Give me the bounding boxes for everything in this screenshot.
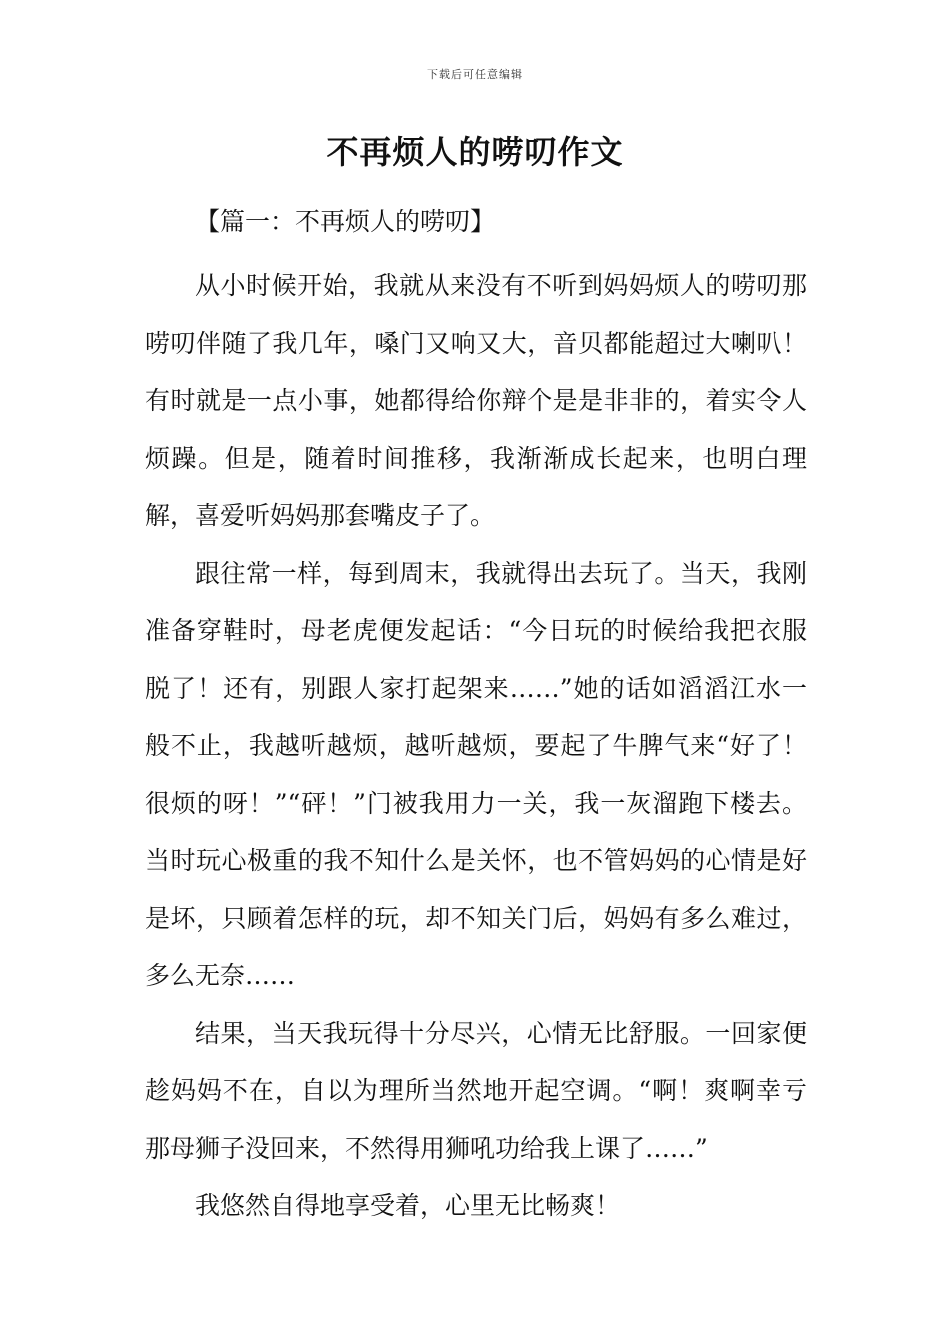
section-heading: 【篇一：不再烦人的唠叨】 (195, 207, 496, 236)
paragraph-1: 从小时候开始，我就从来没有不听到妈妈烦人的唠叨那唠叨伴随了我几年，嗓门又响又大，音贝都能超过大喇叭！有时就是一点小事，她都得给你辩个是是非非的，着实令人烦躁。但是，随着时间推移，我渐渐成长起来，也明白理解，喜爱听妈妈那套嘴皮子了。 (145, 271, 807, 530)
document-title: 不再烦人的唠叨作文 (326, 133, 624, 171)
paragraph-2: 跟往常一样，每到周末，我就得出去玩了。当天，我刚准备穿鞋时，母老虎便发起话：“今日玩的时候给我把衣服脱了！还有，别跟人家打起架来……”她的话如滔滔江水一般不止，我越听越烦，越听越烦，要起了牛脾气来“好了！很烦的呀！”“砰！”门被我用力一关，我一灰溜跑下楼去。当时玩心极重的我不知什么是关怀，也不管妈妈的心情是好是坏，只顾着怎样的玩，却不知关门后，妈妈有多么难过，多么无奈…… (145, 558, 807, 990)
document-body (145, 200, 807, 1235)
paragraph-4: 我悠然自得地享受着，心里无比畅爽！ (195, 1191, 621, 1220)
paragraph-3: 结果，当天我玩得十分尽兴，心情无比舒服。一回家便趁妈妈不在，自以为理所当然地开起空调。“啊！爽啊幸亏那母狮子没回来，不然得用狮吼功给我上课了……” (145, 1018, 807, 1163)
page-header-note: 下载后可任意编辑 (427, 68, 523, 81)
